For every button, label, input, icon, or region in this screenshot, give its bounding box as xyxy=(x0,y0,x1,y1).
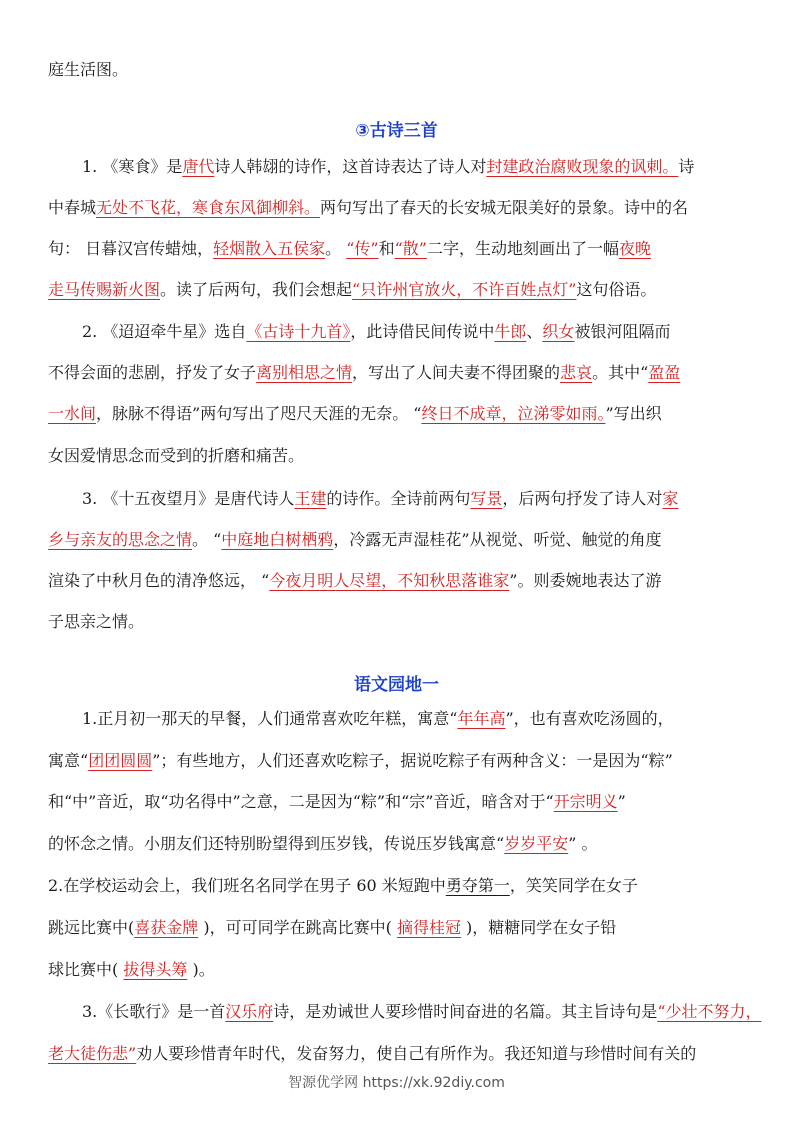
text: 两句写出了春天的长安城无限美好的景象。诗中的名 xyxy=(320,198,689,217)
answer-blank: 老大徒伤悲” xyxy=(48,1044,137,1063)
text: )，糖糖同学在女子铅 xyxy=(460,918,617,937)
text: ”；有些地方，人们还喜欢吃粽子，据说吃粽子有两种含义：一是因为“粽” xyxy=(152,751,673,770)
paragraph-line xyxy=(48,751,748,771)
text: 3. 《十五夜望月》是唐代诗人 xyxy=(82,489,295,508)
paragraph-line xyxy=(82,322,748,342)
text: 的怀念之情。小朋友们还特别盼望得到压岁钱，传说压岁钱寓意“ xyxy=(48,834,505,853)
text: 二字，生动地刻画出了一幅 xyxy=(426,239,619,258)
answer-blank: “传” xyxy=(346,239,379,258)
text: ”。则委婉地表达了游 xyxy=(509,571,662,590)
paragraph-line xyxy=(82,157,748,177)
text: 中春城 xyxy=(48,198,97,217)
answer-blank: 岁岁平安 xyxy=(504,834,569,853)
text: 2. 《迢迢牵牛星》选自 xyxy=(82,322,247,341)
answer-blank: 夜晚 xyxy=(618,239,651,258)
text: 不得会面的悲剧，抒发了女子 xyxy=(48,363,257,382)
text: 。 xyxy=(325,239,347,258)
answer-blank: 封建政治腐败现象的讽刺。 xyxy=(486,157,679,176)
text: ”，也有喜欢吃汤圆的， xyxy=(505,709,674,728)
answer-blank: 今夜月明人尽望，不知秋思落谁家 xyxy=(269,571,510,590)
text: 诗 xyxy=(678,157,695,176)
text: 。其中“ xyxy=(592,363,649,382)
paragraph-line xyxy=(48,1044,748,1064)
answer-blank: 终日不成章，泣涕零如雨。 xyxy=(421,404,606,423)
answer-blank: 盈盈 xyxy=(648,363,681,382)
intro-text-line xyxy=(48,60,748,80)
answer-blank: 唐代 xyxy=(182,157,215,176)
text: 。读了后两句，我们会想起 xyxy=(160,280,353,299)
intro-text: 庭生活图。 xyxy=(48,60,129,79)
paragraph-line xyxy=(48,876,748,896)
text: 1.正月初一那天的早餐，人们通常喜欢吃年糕，寓意“ xyxy=(82,709,458,728)
text: 这句俗语。 xyxy=(576,280,657,299)
section-heading-ancient-poems: ③古诗三首 xyxy=(355,121,438,141)
footer-watermark: 智源优学网 https://xk.92diy.com xyxy=(288,1075,505,1091)
paragraph-line xyxy=(48,239,748,259)
paragraph-line xyxy=(48,198,748,218)
answer-blank: “散” xyxy=(394,239,427,258)
paragraph-line xyxy=(48,792,748,812)
answer-blank: 无处不飞花，寒食东风御柳斜。 xyxy=(96,198,321,217)
text: ，此诗借民间传说中 xyxy=(350,322,495,341)
answer-blank: 乡与亲友的思念之情 xyxy=(48,530,193,549)
text: 2.在学校运动会上，我们班名名同学在男子 60 米短跑中 xyxy=(48,876,446,895)
text: 女因爱情思念而受到的折磨和痛苦。 xyxy=(48,446,305,465)
answer-blank: 写景 xyxy=(470,489,503,508)
answer-blank: 勇夺第一 xyxy=(445,876,510,895)
answer-blank: 轻烟散入五侯家 xyxy=(213,239,326,258)
text: )。 xyxy=(187,960,215,979)
text: 被银河阻隔而 xyxy=(574,322,671,341)
text: 、 xyxy=(526,322,543,341)
text: 跳远比赛中( xyxy=(48,918,135,937)
section-heading-chinese-garden: 语文园地一 xyxy=(354,675,439,695)
answer-blank: 中庭地白树栖鸦 xyxy=(221,530,334,549)
text: 渲染了中秋月色的清净悠远， “ xyxy=(48,571,270,590)
answer-blank: 一水间 xyxy=(48,404,97,423)
paragraph-line xyxy=(48,530,748,550)
paragraph-line xyxy=(48,834,748,854)
text: 。 “ xyxy=(192,530,222,549)
text: 的诗作。全诗前两句 xyxy=(326,489,471,508)
answer-blank: “少壮不努力， xyxy=(657,1002,762,1021)
text: 和“中”音近，取“功名得中”之意，二是因为“粽”和“宗”音近，暗含对于“ xyxy=(48,792,554,811)
text: 诗，是劝诫世人要珍惜时间奋进的名篇。其主旨诗句是 xyxy=(273,1002,658,1021)
answer-blank: 汉乐府 xyxy=(225,1002,274,1021)
text: 和 xyxy=(378,239,395,258)
text: ，后两句抒发了诗人对 xyxy=(502,489,663,508)
paragraph-line xyxy=(82,1002,762,1022)
answer-blank: 离别相思之情 xyxy=(256,363,353,382)
text: 子思亲之情。 xyxy=(48,612,145,631)
answer-blank: 《古诗十九首》 xyxy=(246,322,351,341)
text: 3.《长歌行》是一首 xyxy=(82,1002,226,1021)
text: 劝人要珍惜青年时代，发奋努力，使自己有所作为。我还知道与珍惜时间有关的 xyxy=(136,1044,697,1063)
paragraph-line xyxy=(48,363,748,383)
answer-blank: 悲哀 xyxy=(560,363,593,382)
text: ，脉脉不得语”两句写出了咫尺天涯的无奈。 “ xyxy=(96,404,422,423)
answer-blank: “只许州官放火，不许百姓点灯” xyxy=(352,280,577,299)
text: ” 。 xyxy=(568,834,598,853)
answer-blank: 织女 xyxy=(542,322,575,341)
paragraph-line xyxy=(48,280,748,300)
paragraph-line xyxy=(48,612,748,632)
paragraph-line xyxy=(48,571,748,591)
text: 寓意“ xyxy=(48,751,89,770)
answer-blank: 家 xyxy=(662,489,679,508)
answer-blank: 年年高 xyxy=(457,709,506,728)
text: ” xyxy=(617,792,626,811)
answer-blank: 拔得头筹 xyxy=(123,960,188,979)
paragraph-line xyxy=(82,489,748,509)
text: ”写出织 xyxy=(605,404,662,423)
text: 句： 日暮汉宫传蜡烛， xyxy=(48,239,214,258)
answer-blank: 走马传赐新火图 xyxy=(48,280,161,299)
answer-blank: 摘得桂冠 xyxy=(396,918,461,937)
paragraph-line xyxy=(48,404,748,424)
answer-blank: 牛郎 xyxy=(494,322,527,341)
text: ，写出了人间夫妻不得团聚的 xyxy=(352,363,561,382)
text: ，冷露无声湿桂花”从视觉、听觉、触觉的角度 xyxy=(333,530,662,549)
paragraph-line xyxy=(48,446,748,466)
answer-blank: 喜获金牌 xyxy=(134,918,199,937)
answer-blank: 王建 xyxy=(294,489,327,508)
text: )，可可同学在跳高比赛中( xyxy=(198,918,397,937)
answer-blank: 团团圆圆 xyxy=(88,751,153,770)
paragraph-line xyxy=(48,918,748,938)
text: 诗人韩翃的诗作，这首诗表达了诗人对 xyxy=(214,157,487,176)
answer-blank: 开宗明义 xyxy=(553,792,618,811)
text: 球比赛中( xyxy=(48,960,124,979)
paragraph-line xyxy=(82,709,748,729)
paragraph-line xyxy=(48,960,748,980)
text: 1. 《寒食》是 xyxy=(82,157,183,176)
text: ，笑笑同学在女子 xyxy=(509,876,638,895)
